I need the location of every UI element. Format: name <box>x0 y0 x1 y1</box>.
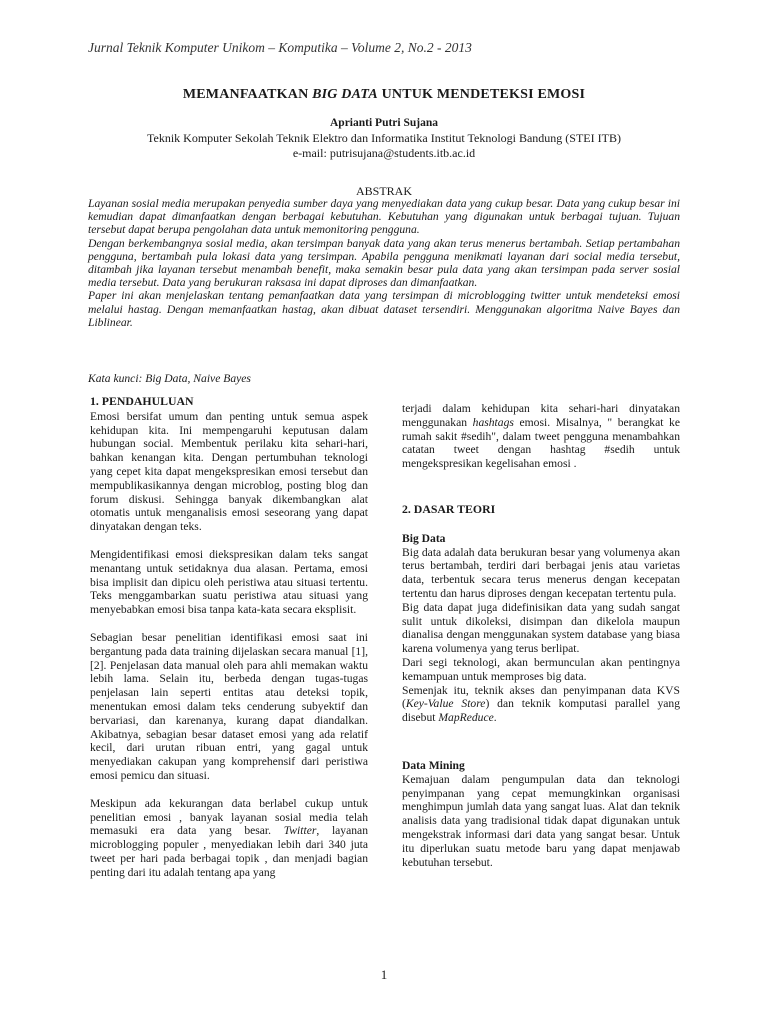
abstract-body <box>88 197 680 329</box>
text-run: emosi. Misalnya, " berangkat ke rumah sakit #sedih", dalam tweet pengguna menambahkan catatan tweet dengan hashtag #sedih untuk mengekspresikan kegelisahan emosi . <box>402 415 680 471</box>
abstract-paragraph: Layanan sosial media merupakan penyedia sumber daya yang menyediakan data yang cukup besar. Data yang cukup besar ini kemudian dapat dimanfaatkan dengan berbagai kebutuhan. Kebutuhan yang digunakan untuk berbagai tujuan. Tujuan tersebut dapat berupa pengolahan data untuk memonitoring pengguna. <box>88 197 680 237</box>
text-run-italic: MapReduce <box>438 711 494 725</box>
author-name: Aprianti Putri Sujana <box>330 117 438 129</box>
body-paragraph: Kemajuan dalam pengumpulan data dan teknologi penyimpanan yang cepat memungkinkan organisasi menghimpun jumlah data yang sangat luas. Alat dan teknik analisis data yang tradisional tidak dapat digunakan untuk mengekstrak informasi dari data yang sangat besar. Untuk itu diperlukan suatu metode baru yang dapat menjawab kebutuhan tersebut. <box>402 772 680 869</box>
title-part-1: MEMANFAATKAN <box>182 87 313 102</box>
abstract-paragraph: Paper ini akan menjelaskan tentang pemanfaatkan data yang tersimpan di microblogging twitter untuk mendeteksi emosi melalui hastag. Dengan memanfaatkan hastag, akan dibuat dataset tersendiri. Menggunakan algoritma Naive Bayes dan Liblinear. <box>88 289 680 329</box>
text-run-italic: Key-Value Store <box>405 697 486 711</box>
left-column <box>90 395 368 880</box>
paper-title <box>0 87 768 103</box>
body-paragraph: Big data adalah data berukuran besar yang volumenya akan terus bertambah, terdiri dari berbagai jenis atau varietas data, terbentuk secara terus menerus dengan kecepatan tertentu dan harus diproses dengan kecepatan tertentu pula. <box>402 545 680 600</box>
text-run: terjadi dalam kehidupan kita sehari-hari dinyatakan menggunakan <box>402 402 680 429</box>
title-part-2: UNTUK MENDETEKSI EMOSI <box>377 87 586 102</box>
page-number: 1 <box>380 967 388 982</box>
text-run: Semenjak itu, teknik akses dan penyimpanan data KVS ( <box>402 683 680 711</box>
body-paragraph: Emosi bersifat umum dan penting untuk semua aspek kehidupan kita. Ini mempengaruhi keputusan dalam hubungan social. Membentuk perilaku kita sehari-hari, bahkan kenangan kita. Dengan pertumbuhan teknologi yang cepet kita dapat mengekspresikan emosi tersebut dan mempublikasikannya dengan microblog, posting blog dan forum diskusi. Sehingga banyak dikembangkan alat otomatis untuk menganalisis emosi seseorang yang dapat dinyatakan dengan teks. <box>90 409 368 534</box>
author-email: e-mail: putrisujana@students.itb.ac.id <box>292 146 476 160</box>
body-paragraph: Big data dapat juga didefinisikan data yang sudah sangat sulit untuk dikoleksi, disimpan dan dikelola maupun dianalisa dengan menggunakan system database yang biasa karena volumenya yang terus berlipat. <box>402 600 680 656</box>
text-run: . <box>493 711 497 725</box>
text-run-italic: hashtags <box>472 415 514 429</box>
body-paragraph: Dari segi teknologi, akan bermunculan akan pentingnya kemampuan untuk memproses big data. <box>402 655 680 683</box>
section-heading-dasar-teori: 2. DASAR TEORI <box>402 501 496 516</box>
body-paragraph <box>90 797 368 880</box>
body-paragraph <box>402 684 680 725</box>
text-run: ) dan teknik komputasi parallel yang disebut <box>402 697 680 725</box>
body-paragraph: Mengidentifikasi emosi diekspresikan dalam teks sangat menantang untuk setidaknya dua alasan. Pertama, emosi bisa implisit dan dipicu oleh peristiwa atau situasi tertentu. Teks menggambarkan suatu peristiwa atau situasi yang menyebabkan emosi bisa tanpa kata-kata secara eksplisit. <box>90 547 368 617</box>
section-heading-pendahuluan: 1. PENDAHULUAN <box>90 394 194 408</box>
body-paragraph <box>402 402 680 471</box>
body-paragraph: Sebagian besar penelitian identifikasi emosi saat ini bergantung pada data training dijelaskan secara manual [1], [2]. Penjelasan data manual oleh para ahli memakan waktu lebih lama. Selain itu, berbeda dengan tugas-tugas penjelasan lain seperti entitas atau deteksi topik, menentukan emosi dalam teks cenderung subyektif dan bervariasi, dan karenanya, kurang dapat diandalkan. Akibatnya, sebagian besar dataset emosi yang ada relatif kecil, dari urutan ribuan entri, yang gagal untuk menyediakan cakupan yang komprehensif dari peristiwa emosi pemicu dan situasi. <box>90 630 368 782</box>
abstract-heading: ABSTRAK <box>355 184 412 198</box>
text-run-italic: Twitter <box>283 824 317 838</box>
text-run: Meskipun ada kekurangan data berlabel cukup untuk penelitian emosi , banyak layanan sosial media telah memasuki era data yang besar. <box>90 796 368 838</box>
abstract-paragraph: Dengan berkembangnya sosial media, akan tersimpan banyak data yang akan terus menerus bertambah. Setiap pertambahan pengguna, bertambah pula lokasi data yang tersimpan. Apabila pengguna menikmati layanan dari social media tersebut, ditambah jika layanan tersebut menambah benefit, maka semakin besar pula data yang akan tersimpan pada server sosial media tersebut. Data yang berukuran raksasa ini dapat diproses dan dimanfaatkan. <box>88 236 680 290</box>
right-column <box>402 402 680 869</box>
subsection-heading-data-mining: Data Mining <box>402 758 465 772</box>
author-affiliation: Teknik Komputer Sekolah Teknik Elektro dan Informatika Institut Teknologi Bandung (STEI ITB) <box>147 131 621 145</box>
subsection-heading-big-data: Big Data <box>402 531 446 545</box>
keywords: Kata kunci: Big Data, Naive Bayes <box>88 372 251 385</box>
text-run: , layanan microblogging populer , menyediakan lebih dari 340 juta tweet per hari pada berbagai topik , dan menjadi bagian penting dari itu adalah tentang apa yang <box>90 824 368 879</box>
journal-header: Jurnal Teknik Komputer Unikom – Komputika – Volume 2, No.2 - 2013 <box>88 40 472 55</box>
title-part-big-data: BIG DATA <box>312 87 378 102</box>
